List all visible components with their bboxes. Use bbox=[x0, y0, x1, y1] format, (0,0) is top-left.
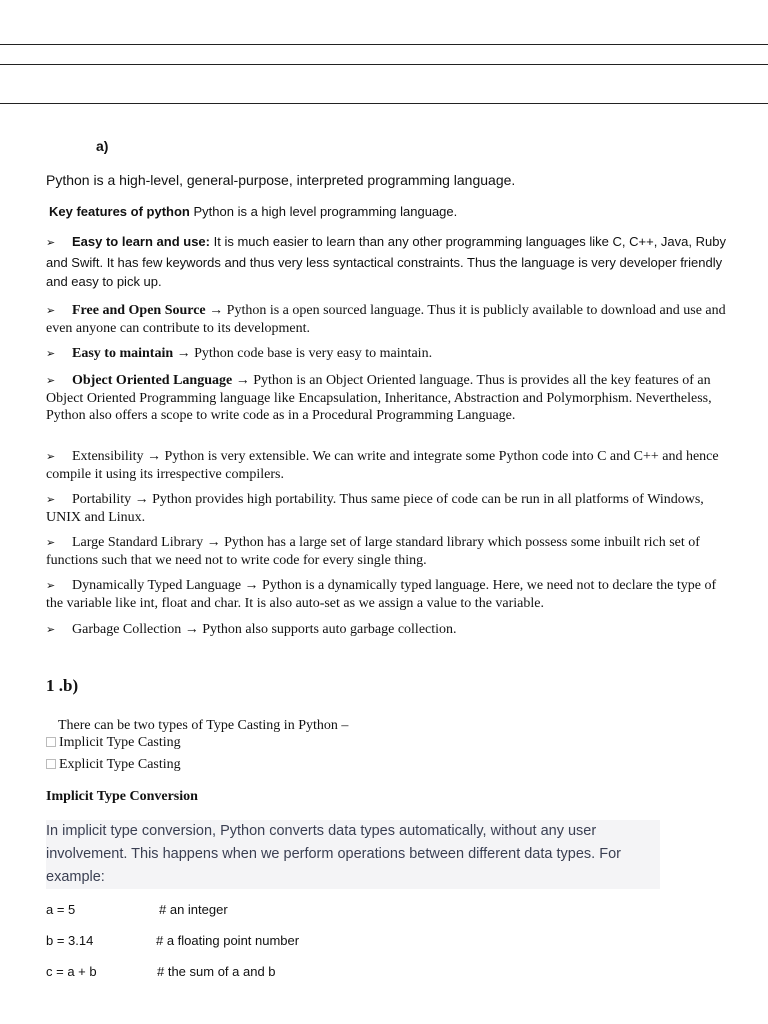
feature-text: Dynamically Typed Language → Python is a dynamically typed language. Here, we need not to declare the type of the variable like int, float and char. It is also auto-set as we assign a value to the variable. bbox=[46, 578, 717, 611]
feature-title: Easy to learn and use: bbox=[72, 234, 210, 249]
bullet-arrow-icon: ➢ bbox=[46, 494, 56, 506]
feature-item bbox=[46, 577, 726, 612]
code-line bbox=[46, 964, 97, 979]
bullet-arrow-icon: ➢ bbox=[46, 305, 56, 317]
header-rule-1 bbox=[0, 44, 768, 45]
checkbox-icon bbox=[46, 759, 56, 769]
code-statement: b = 3.14 bbox=[46, 933, 94, 948]
bullet-arrow-icon: ➢ bbox=[46, 451, 56, 463]
feature-text: → Python is an Object Oriented language. Thus is provides all the key features of an Object Oriented Programming language like Encapsulation, Inheritance, Abstraction and Polymorphism. Nevertheless, Python also offers a scope to write code as in a Procedural Programming Language. bbox=[46, 373, 712, 423]
code-comment: # the sum of a and b bbox=[157, 964, 276, 979]
type-casting-item bbox=[46, 735, 181, 751]
implicit-explanation: In implicit type conversion, Python converts data types automatically, without any user involvement. This happens when we perform operations between different data types. For example: bbox=[46, 820, 660, 889]
code-statement: a = 5 bbox=[46, 902, 76, 917]
feature-title: Easy to maintain bbox=[72, 346, 174, 361]
feature-item bbox=[46, 372, 726, 424]
feature-text: Extensibility → Python is very extensible. We can write and integrate some Python code into C and C++ and hence compile it using its irrespective compilers. bbox=[46, 449, 719, 482]
bullet-arrow-icon: ➢ bbox=[46, 624, 56, 636]
code-line bbox=[46, 933, 93, 948]
key-features-line bbox=[49, 202, 729, 221]
feature-text: Garbage Collection → Python also supports auto garbage collection. bbox=[72, 622, 457, 637]
feature-item bbox=[46, 232, 726, 291]
feature-item bbox=[46, 345, 726, 363]
implicit-conversion-heading: Implicit Type Conversion bbox=[46, 789, 198, 804]
header-rule-2 bbox=[0, 64, 768, 65]
type-casting-item bbox=[46, 757, 181, 773]
key-features-text: Python is a high level programming language. bbox=[193, 204, 458, 219]
feature-item bbox=[46, 448, 726, 483]
feature-text: Large Standard Library → Python has a large set of large standard library which possess some inbuilt rich set of functions such that we need not to write code for every single thing. bbox=[46, 535, 700, 568]
feature-item bbox=[46, 491, 726, 526]
feature-text: It is much easier to learn than any other programming languages like C, C++, Java, Ruby and Swift. It has few keywords and thus very less syntactical constraints. Thus the language is very developer friendly and easy to pick up. bbox=[46, 234, 726, 289]
bullet-arrow-icon: ➢ bbox=[46, 375, 56, 387]
intro-paragraph: Python is a high-level, general-purpose, interpreted programming language. bbox=[46, 172, 516, 188]
feature-item bbox=[46, 302, 726, 337]
type-casting-label: Implicit Type Casting bbox=[59, 735, 181, 750]
code-statement: c = a + b bbox=[46, 964, 97, 979]
key-features-heading: Key features of python bbox=[49, 204, 190, 219]
feature-title: Free and Open Source bbox=[72, 303, 206, 318]
code-comment: # a floating point number bbox=[156, 933, 300, 948]
bullet-arrow-icon: ➢ bbox=[46, 237, 56, 249]
checkbox-icon bbox=[46, 737, 56, 747]
section-a-label: a) bbox=[96, 138, 109, 154]
header-rule-3 bbox=[0, 103, 768, 104]
bullet-arrow-icon: ➢ bbox=[46, 537, 56, 549]
type-casting-intro: There can be two types of Type Casting in Python – bbox=[58, 718, 349, 733]
code-comment: # an integer bbox=[159, 902, 228, 917]
feature-text: Portability → Python provides high portability. Thus same piece of code can be run in all platforms of Windows, UNIX and Linux. bbox=[46, 492, 704, 525]
feature-item bbox=[46, 621, 726, 639]
feature-title: Object Oriented Language bbox=[72, 373, 233, 388]
type-casting-label: Explicit Type Casting bbox=[59, 757, 181, 772]
bullet-arrow-icon: ➢ bbox=[46, 580, 56, 592]
feature-text: → Python is a open sourced language. Thus it is publicly available to download and use and even anyone can contribute to its development. bbox=[46, 303, 726, 336]
bullet-arrow-icon: ➢ bbox=[46, 348, 56, 360]
section-b-label: 1 .b) bbox=[46, 676, 79, 695]
code-line bbox=[46, 902, 75, 917]
feature-item bbox=[46, 534, 726, 569]
feature-text: → Python code base is very easy to maintain. bbox=[176, 346, 433, 361]
